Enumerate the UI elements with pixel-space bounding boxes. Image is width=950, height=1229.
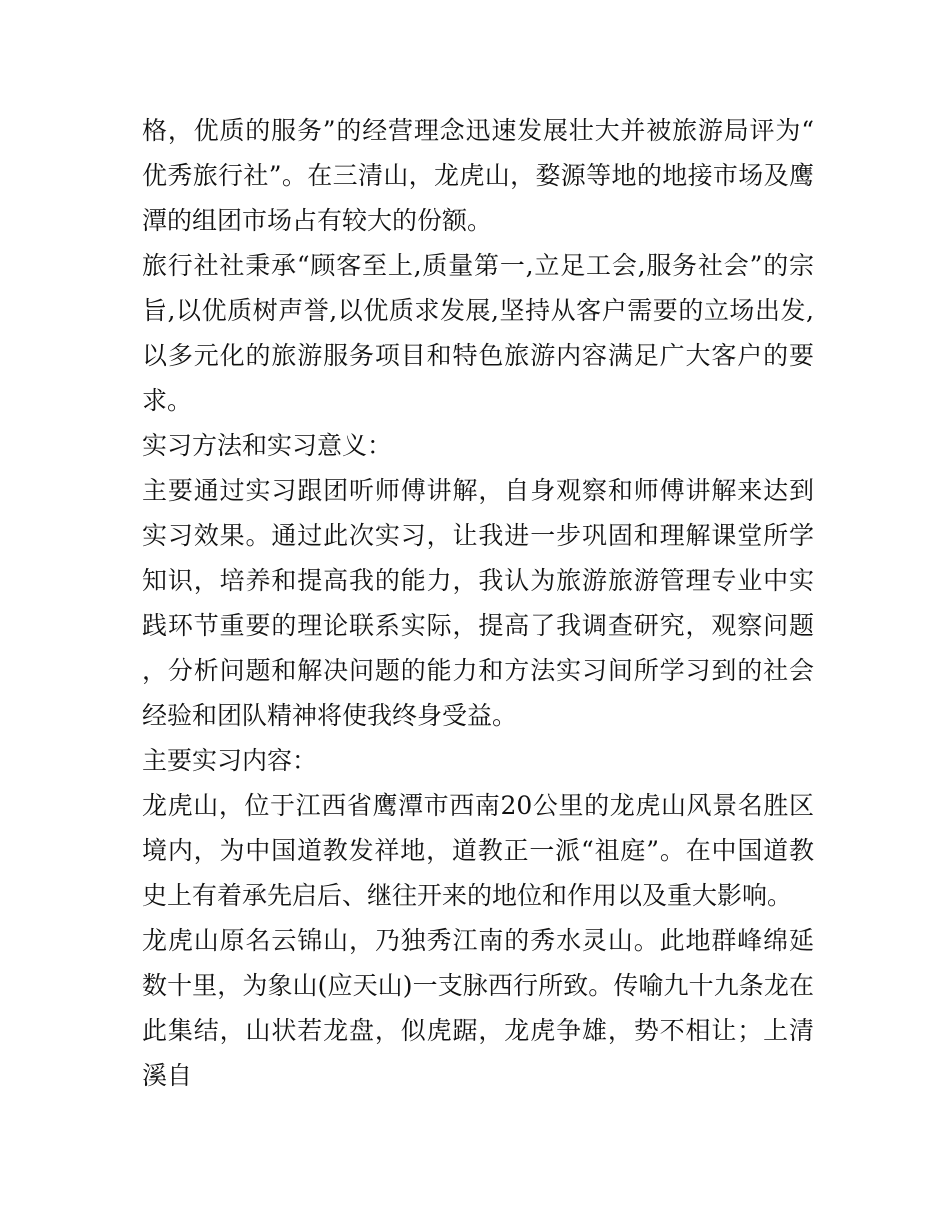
paragraph-company-mission: 旅行社社秉承“顾客至上,质量第一,立足工会,服务社会”的宗旨,以优质树声誉,以优质求发展,坚持从客户需要的立场出发,以多元化的旅游服务项目和特色旅游内容满足广大客户的要求。 (142, 251, 814, 415)
paragraph-longhushan-location: 龙虎山，位于江西省鹰潭市西南20公里的龙虎山风景名胜区境内，为中国道教发祥地，道教正一派“祖庭”。在中国道教史上有着承先启后、继往开来的地位和作用以及重大影响。 (142, 791, 814, 910)
document-body (142, 108, 814, 1098)
paragraph-company-intro: 格，优质的服务”的经营理念迅速发展壮大并被旅游局评为“优秀旅行社”。在三清山，龙虎山，婺源等地的地接市场及鹰潭的组团市场占有较大的份额。 (142, 116, 814, 235)
heading-internship-content: 主要实习内容： (142, 746, 318, 775)
paragraph-longhushan-origin: 龙虎山原名云锦山，乃独秀江南的秀水灵山。此地群峰绵延数十里，为象山(应天山)一支脉西行所致。传喻九十九条龙在此集结，山状若龙盘，似虎踞，龙虎争雄，势不相让；上清溪自 (142, 926, 814, 1090)
paragraph-internship-method: 主要通过实习跟团听师傅讲解，自身观察和师傅讲解来达到实习效果。通过此次实习，让我进一步巩固和理解课堂所学知识，培养和提高我的能力，我认为旅游旅游管理专业中实践环节重要的理论联系实际，提高了我调查研究，观察问题，分析问题和解决问题的能力和方法实习间所学习到的社会经验和团队精神将使我终身受益。 (142, 476, 814, 730)
heading-internship-method: 实习方法和实习意义： (142, 431, 393, 460)
